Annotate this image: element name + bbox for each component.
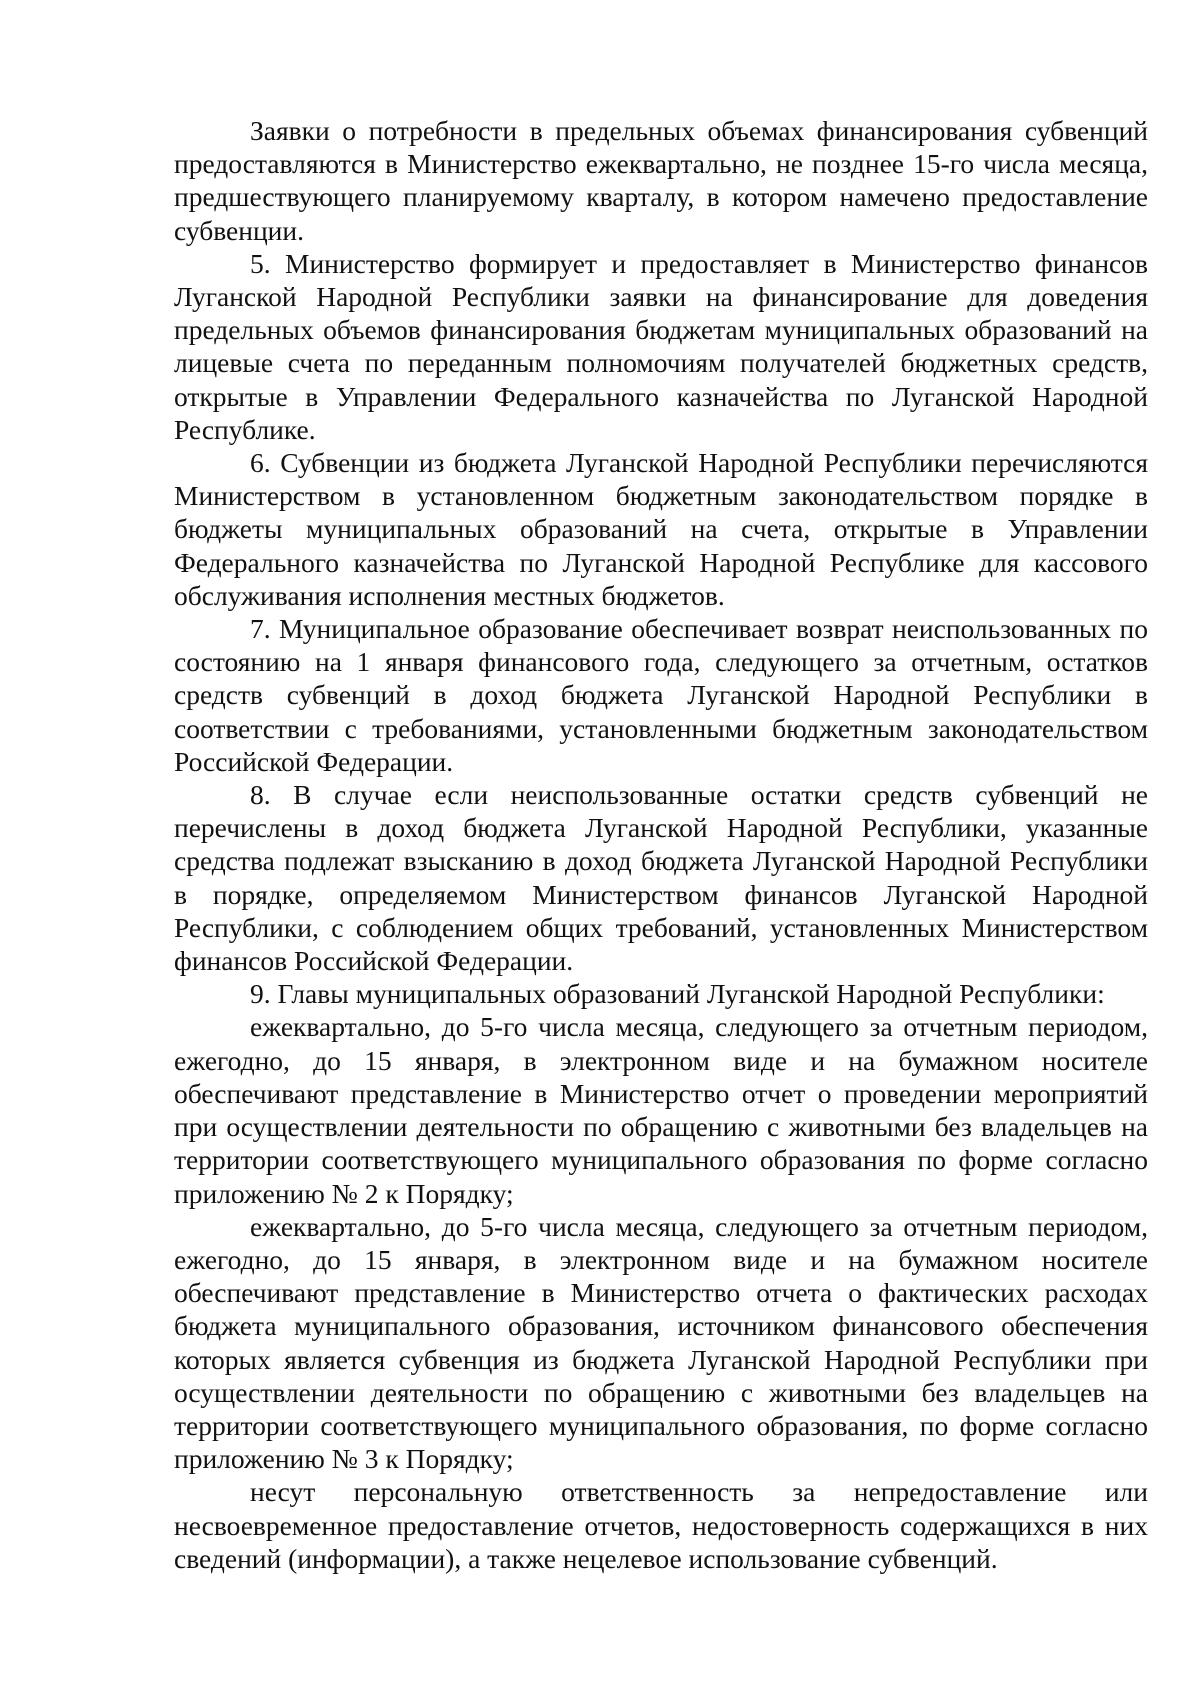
document-page <box>174 114 1148 1575</box>
paragraph-item-5: 5. Министерство формирует и предоставляет в Министерство финансов Луганской Народной Республики заявки на финансирование для доведения предельных объемов финансирования бюджетам муниципальных образований на лицевые счета по переданным полномочиям получателей бюджетных средств, открытые в Управлении Федерального казначейства по Луганской Народной Республике. <box>174 247 1148 445</box>
paragraph-subvention-requests: Заявки о потребности в предельных объемах финансирования субвенций предоставляются в Министерство ежеквартально, не позднее 15-го числа месяца, предшествующего планируемому кварталу, в котором намечено предоставление субвенции. <box>174 115 1148 246</box>
paragraph-item-9-responsibility: несут персональную ответственность за непредоставление или несвоевременное предоставление отчетов, недостоверность содержащихся в них сведений (информации), а также нецелевое использование субвенций. <box>174 1476 1148 1574</box>
paragraph-item-8: 8. В случае если неиспользованные остатки средств субвенций не перечислены в доход бюджета Луганской Народной Республики, указанные средства подлежат взысканию в доход бюджета Луганской Народной Республики в порядке, определяемом Министерством финансов Луганской Народной Республики, с соблюдением общих требований, установленных Министерством финансов Российской Федерации. <box>174 779 1148 977</box>
paragraph-item-9: 9. Главы муниципальных образований Луганской Народной Республики: <box>250 978 1105 1010</box>
paragraph-item-9-report-activities: ежеквартально, до 5-го числа месяца, следующего за отчетным периодом, ежегодно, до 15 января, в электронном виде и на бумажном носителе обеспечивают представление в Министерство отчет о проведении мероприятий при осуществлении деятельности по обращению с животными без владельцев на территории соответствующего муниципального образования по форме согласно приложению № 2 к Порядку; <box>174 1011 1148 1209</box>
paragraph-item-7: 7. Муниципальное образование обеспечивает возврат неиспользованных по состоянию на 1 января финансового года, следующего за отчетным, остатков средств субвенций в доход бюджета Луганской Народной Республики в соответствии с требованиями, установленными бюджетным законодательством Российской Федерации. <box>174 613 1148 777</box>
paragraph-item-6: 6. Субвенции из бюджета Луганской Народной Республики перечисляются Министерством в установленном бюджетным законодательством порядке в бюджеты муниципальных образований на счета, открытые в Управлении Федерального казначейства по Луганской Народной Республике для кассового обслуживания исполнения местных бюджетов. <box>174 447 1148 611</box>
paragraph-item-9-report-expenses: ежеквартально, до 5-го числа месяца, следующего за отчетным периодом, ежегодно, до 15 января, в электронном виде и на бумажном носителе обеспечивают представление в Министерство отчета о фактических расходах бюджета муниципального образования, источником финансового обеспечения которых является субвенция из бюджета Луганской Народной Республики при осуществлении деятельности по обращению с животными без владельцев на территории соответствующего муниципального образования, по форме согласно приложению № 3 к Порядку; <box>174 1210 1148 1475</box>
